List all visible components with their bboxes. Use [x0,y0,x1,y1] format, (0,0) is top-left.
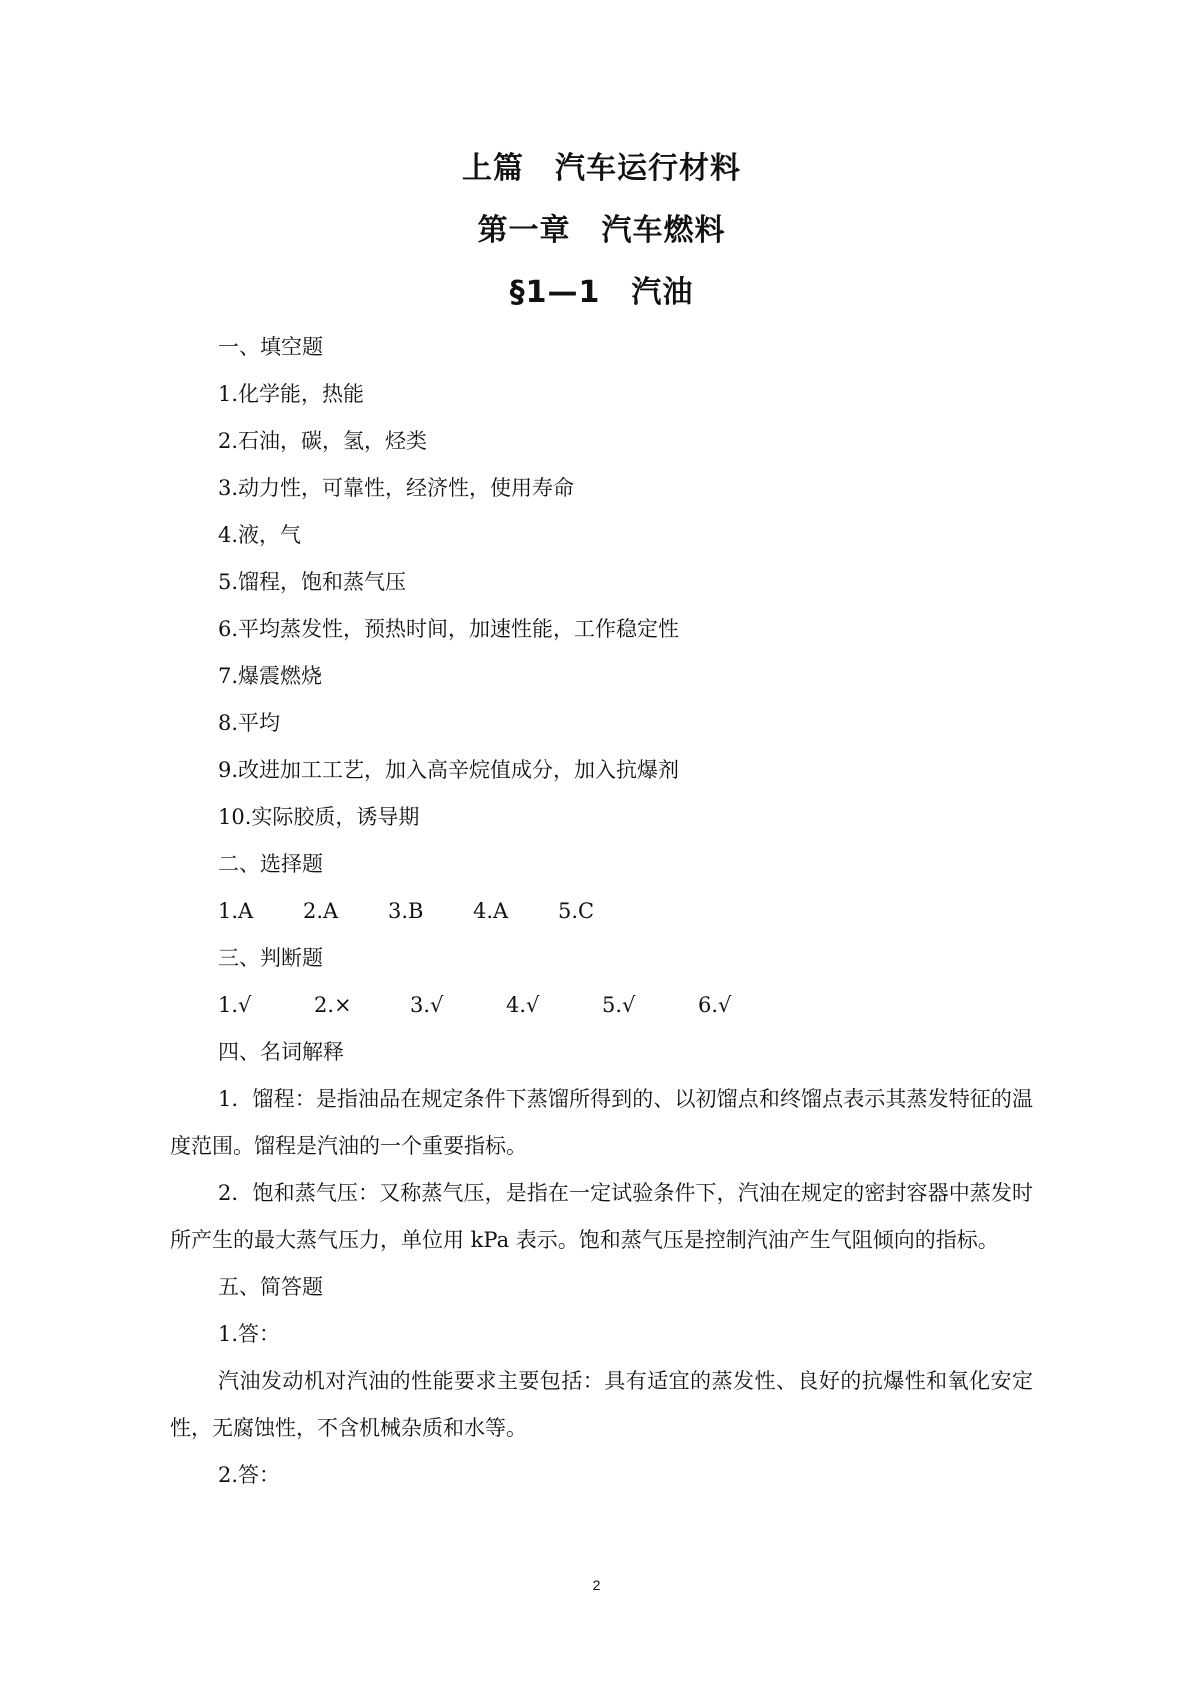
fill-blank-item: 3.动力性，可靠性，经济性，使用寿命 [218,476,575,500]
fill-blank-item: 4.液，气 [218,523,302,547]
true-false-title: 三、判断题 [218,946,323,970]
true-false-answers [170,982,1033,1029]
term-definition: 1．馏程：是指油品在规定条件下蒸馏所得到的、以初馏点和终馏点表示其蒸发特征的温度范围。馏程是汽油的一个重要指标。 [170,1087,1033,1158]
judgment-answer: 4.√ [506,993,540,1017]
fill-blank-item: 9.改进加工工艺，加入高辛烷值成分，加入抗爆剂 [218,758,680,782]
short-answer-title: 五、简答题 [218,1275,323,1299]
part-title: 上篇 汽车运行材料 [462,151,741,186]
answer-text: 汽油发动机对汽油的性能要求主要包括：具有适宜的蒸发性、良好的抗爆性和氧化安定性，无腐蚀性，不含机械杂质和水等。 [170,1369,1033,1440]
chapter-title: 第一章 汽车燃料 [477,213,726,248]
page-number: 2 [592,1577,601,1593]
fill-blank-title: 一、填空题 [218,335,323,359]
fill-blank-item: 2.石油，碳，氢，烃类 [218,429,428,453]
fill-blank-item: 1.化学能，热能 [218,382,365,406]
answer-label: 2.答： [218,1463,281,1487]
judgment-answer: 1.√ [218,993,252,1017]
answers-body [170,324,1033,1499]
answer-label: 1.答： [218,1322,281,1346]
choice-answer: 1.A [218,899,254,923]
judgment-answer: 5.√ [602,993,636,1017]
fill-blank-item: 5.馏程，饱和蒸气压 [218,570,407,594]
fill-blank-item: 6.平均蒸发性，预热时间，加速性能，工作稳定性 [218,617,680,641]
judgment-answer: 2.× [314,993,352,1017]
section-title: §1—1 汽油 [509,275,694,310]
multiple-choice-answers [170,888,1033,935]
judgment-answer: 6.√ [698,993,732,1017]
choice-answer: 2.A [303,899,339,923]
fill-blank-item: 8.平均 [218,711,281,735]
choice-answer: 3.B [388,899,424,923]
choice-answer: 5.C [558,899,595,923]
term-definition: 2．饱和蒸气压：又称蒸气压，是指在一定试验条件下，汽油在规定的密封容器中蒸发时所产生的最大蒸气压力，单位用 kPa 表示。饱和蒸气压是控制汽油产生气阻倾向的指标。 [170,1181,1033,1252]
fill-blank-item: 10.实际胶质，诱导期 [218,805,420,829]
choice-answer: 4.A [473,899,509,923]
judgment-answer: 3.√ [410,993,444,1017]
terms-title: 四、名词解释 [218,1040,344,1064]
multiple-choice-title: 二、选择题 [218,852,323,876]
fill-blank-item: 7.爆震燃烧 [218,664,323,688]
